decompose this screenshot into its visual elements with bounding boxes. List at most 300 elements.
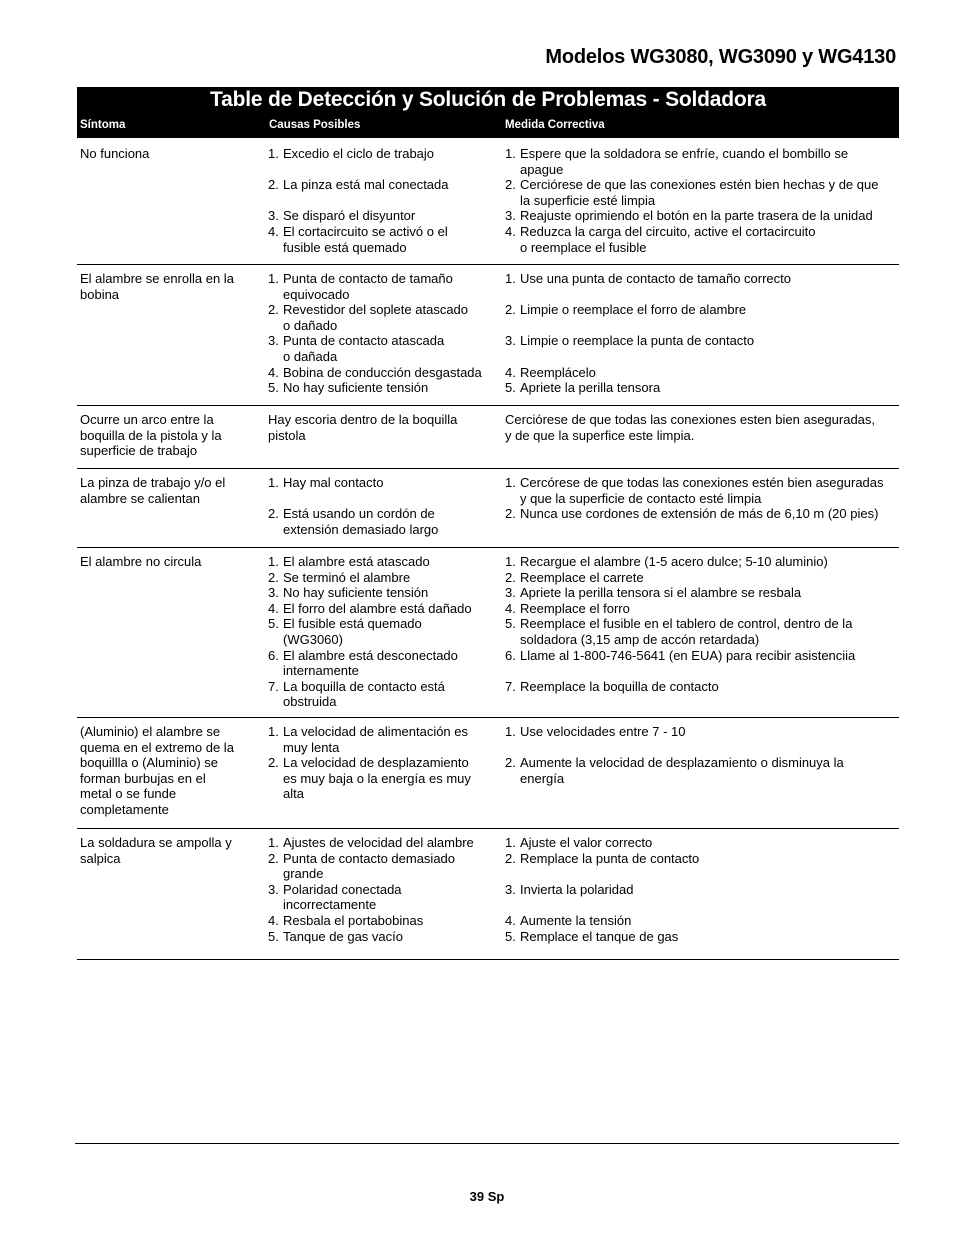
action-cell <box>505 475 899 522</box>
cause-line: pistola <box>268 427 306 443</box>
action-cell <box>505 146 899 255</box>
cause-item <box>268 679 498 710</box>
cause-item <box>268 882 498 913</box>
cause-line: fusible está quemado <box>283 239 407 255</box>
symptom-line: alambre se calientan <box>80 490 200 506</box>
cause-number: 4. <box>268 223 279 239</box>
cause-item <box>268 177 498 193</box>
action-number: 5. <box>505 616 516 632</box>
cause-item <box>268 193 498 209</box>
cause-text <box>283 724 498 755</box>
symptom-line: boquillla o (Aluminio) se <box>80 755 219 771</box>
cause-line: Ajustes de velocidad del alambre <box>283 835 474 850</box>
page-number: 39 Sp <box>469 1189 505 1204</box>
symptom-cell <box>80 835 258 866</box>
action-text <box>505 349 899 365</box>
cause-item <box>268 506 498 537</box>
action-text <box>505 318 899 334</box>
action-item <box>505 412 899 443</box>
cause-number: 2. <box>268 850 279 866</box>
action-item <box>505 913 899 929</box>
cause-line: Punta de contacto demasiado <box>283 850 456 866</box>
symptom-line: quema en el extremo de la <box>80 739 234 755</box>
cause-number: 2. <box>268 177 279 193</box>
action-text <box>520 851 899 867</box>
action-text <box>520 208 899 224</box>
action-item <box>505 287 899 303</box>
action-line: Espere que la soldadora se enfríe, cuando el bombillo se <box>520 146 849 161</box>
symptom-line: salpica <box>80 850 121 866</box>
cause-line: El forro del alambre está dañado <box>283 600 472 616</box>
cause-item <box>268 724 498 755</box>
action-item <box>505 851 899 867</box>
action-text <box>520 365 899 381</box>
action-line: Aumente la tensión <box>520 912 632 928</box>
cause-text <box>283 208 498 224</box>
cause-line: extensión demasiado largo <box>283 521 439 537</box>
action-line: Ajuste el valor correcto <box>520 835 653 850</box>
action-item <box>505 866 899 882</box>
action-item <box>505 755 899 786</box>
action-cell <box>505 835 899 944</box>
column-header-symptom: Síntoma <box>80 119 126 131</box>
action-line: Reduzca la carga del circuito, active el cortacircuito <box>520 223 816 239</box>
action-line: Limpie o reemplace el forro de alambre <box>520 302 747 318</box>
cause-text <box>283 475 498 491</box>
action-number: 5. <box>505 380 516 396</box>
action-line <box>505 663 899 679</box>
cause-line: Revestidor del soplete atascado <box>283 302 469 318</box>
action-line: Apriete la perilla tensora si el alambre se resbala <box>520 585 802 601</box>
action-number: 3. <box>505 208 516 224</box>
action-text <box>520 835 899 851</box>
action-item <box>505 570 899 586</box>
cause-text <box>283 365 498 381</box>
table-body <box>77 138 899 960</box>
symptom-line: (Aluminio) el alambre se <box>80 724 221 739</box>
cause-line: muy lenta <box>283 739 340 755</box>
action-line: Use velocidades entre 7 - 10 <box>520 724 686 739</box>
cause-cell <box>268 554 498 710</box>
symptom-line: El alambre no circula <box>80 554 202 569</box>
action-number: 2. <box>505 755 516 771</box>
symptom-cell <box>80 554 258 570</box>
action-number: 4. <box>505 364 516 380</box>
action-item <box>505 333 899 349</box>
action-text <box>520 882 899 898</box>
cause-number: 4. <box>268 912 279 928</box>
cause-text <box>283 755 498 802</box>
cause-line <box>268 193 498 209</box>
symptom-line: La soldadura se ampolla y <box>80 835 232 850</box>
cause-item <box>268 616 498 647</box>
action-item <box>505 679 899 695</box>
cause-text <box>283 929 498 945</box>
cause-line: El fusible está quemado <box>283 616 422 632</box>
cause-text <box>283 570 498 586</box>
cause-cell <box>268 475 498 537</box>
action-cell <box>505 412 899 443</box>
cause-line: Punta de contacto de tamaño <box>283 271 453 286</box>
cause-text <box>283 271 498 302</box>
action-number: 3. <box>505 881 516 897</box>
action-line: Reemplace el forro <box>520 600 630 616</box>
cause-number: 1. <box>268 835 279 850</box>
cause-number: 2. <box>268 569 279 585</box>
action-item <box>505 724 899 740</box>
cause-text <box>283 224 498 255</box>
action-item <box>505 601 899 617</box>
cause-number: 7. <box>268 678 279 694</box>
cause-item <box>268 491 498 507</box>
cause-text <box>283 616 498 647</box>
cause-item <box>268 333 498 364</box>
cause-text <box>283 506 498 537</box>
cause-line: Bobina de conducción desgastada <box>283 364 482 380</box>
table-header <box>77 87 899 138</box>
action-text <box>520 271 899 287</box>
action-line <box>505 897 899 913</box>
action-text <box>505 866 899 882</box>
action-line: energía <box>520 770 565 786</box>
action-number: 7. <box>505 678 516 694</box>
cause-line: alta <box>283 786 304 802</box>
action-cell <box>505 554 899 694</box>
action-item <box>505 648 899 664</box>
action-line: Llame al 1-800-746-5641 (en EUA) para recibir asistenciia <box>520 647 856 663</box>
action-number: 5. <box>505 928 516 944</box>
action-line: Aumente la velocidad de desplazamiento o disminuya la <box>520 755 844 771</box>
cause-number: 5. <box>268 928 279 944</box>
cause-line: es muy baja o la energía es muy <box>283 770 471 786</box>
action-text <box>520 585 899 601</box>
action-item <box>505 475 899 506</box>
cause-line: El alambre está atascado <box>283 554 430 569</box>
table-row <box>77 718 899 829</box>
action-number: 2. <box>505 506 516 522</box>
action-item <box>505 506 899 522</box>
cause-line: El cortacircuito se activó o el <box>283 223 448 239</box>
column-header-causes: Causas Posibles <box>269 119 361 131</box>
action-item <box>505 365 899 381</box>
action-number: 2. <box>505 569 516 585</box>
action-line <box>505 318 899 334</box>
models-title: Modelos WG3080, WG3090 y WG4130 <box>545 46 896 68</box>
action-item <box>505 318 899 334</box>
cause-text <box>283 882 498 913</box>
cause-number: 1. <box>268 554 279 569</box>
symptom-cell <box>80 271 258 302</box>
cause-line: internamente <box>283 663 359 679</box>
cause-line: Se terminó el alambre <box>283 569 411 585</box>
action-line <box>505 287 899 303</box>
cause-line: equivocado <box>283 286 350 302</box>
action-line: Cerciórese de que las conexiones estén bien hechas y de que <box>520 177 879 193</box>
action-text <box>520 570 899 586</box>
cause-item <box>268 365 498 381</box>
cause-text <box>283 302 498 333</box>
cause-line: Está usando un cordón de <box>283 506 435 522</box>
cause-number: 1. <box>268 271 279 286</box>
action-line: Cercórese de que todas las conexiones estén bien aseguradas <box>520 475 884 490</box>
table-row <box>77 138 899 265</box>
action-line: y que la superficie de contacto esté limpia <box>520 490 762 506</box>
cause-item <box>268 913 498 929</box>
cause-line: incorrectamente <box>283 897 377 913</box>
action-line: y de que la superfice este limpia. <box>505 427 695 443</box>
troubleshooting-table <box>77 87 899 960</box>
action-number: 1. <box>505 835 516 850</box>
cause-number: 4. <box>268 364 279 380</box>
cause-item <box>268 835 498 851</box>
action-line: Apriete la perilla tensora <box>520 380 661 396</box>
action-number: 4. <box>505 223 516 239</box>
cause-text <box>283 851 498 882</box>
action-line: o reemplace el fusible <box>520 239 647 255</box>
action-text <box>520 679 899 695</box>
action-number: 4. <box>505 912 516 928</box>
cause-line: No hay suficiente tensión <box>283 585 429 601</box>
symptom-cell <box>80 724 258 818</box>
symptom-cell <box>80 146 258 162</box>
action-text <box>520 913 899 929</box>
action-line: Remplace el tanque de gas <box>520 928 679 944</box>
cause-number: 2. <box>268 302 279 318</box>
cause-number: 1. <box>268 475 279 490</box>
cause-cell <box>268 724 498 802</box>
action-line: Recargue el alambre (1-5 acero dulce; 5-10 aluminio) <box>520 554 828 569</box>
cause-number: 3. <box>268 208 279 224</box>
action-number: 2. <box>505 177 516 193</box>
cause-line: Se disparó el disyuntor <box>283 208 416 224</box>
action-item <box>505 835 899 851</box>
action-text <box>520 601 899 617</box>
action-line: apague <box>520 161 564 177</box>
action-item <box>505 380 899 396</box>
cause-text <box>283 380 498 396</box>
action-line: Cerciórese de que todas las conexiones esten bien aseguradas, <box>505 412 876 427</box>
cause-line: (WG3060) <box>283 631 343 647</box>
cause-number: 3. <box>268 881 279 897</box>
cause-number: 4. <box>268 600 279 616</box>
action-item <box>505 302 899 318</box>
action-number: 1. <box>505 271 516 286</box>
cause-text <box>283 554 498 570</box>
cause-item <box>268 380 498 396</box>
symptom-line: superficie de trabajo <box>80 443 198 459</box>
cause-item <box>268 851 498 882</box>
symptom-line: Ocurre un arco entre la <box>80 412 214 427</box>
action-text <box>520 146 899 177</box>
cause-item <box>268 162 498 178</box>
symptom-line: forman burbujas en el <box>80 770 206 786</box>
action-text <box>520 224 899 255</box>
action-text <box>505 287 899 303</box>
action-line <box>505 866 899 882</box>
cause-line: o dañado <box>283 317 338 333</box>
cause-number: 5. <box>268 616 279 632</box>
action-item <box>505 929 899 945</box>
cause-line: grande <box>283 866 324 882</box>
symptom-line: metal o se funde <box>80 786 177 802</box>
cause-line: Punta de contacto atascada <box>283 333 445 349</box>
action-number: 2. <box>505 302 516 318</box>
cause-line: La velocidad de desplazamiento <box>283 755 469 771</box>
action-number: 3. <box>505 585 516 601</box>
cause-number: 2. <box>268 755 279 771</box>
action-item <box>505 554 899 570</box>
action-number: 1. <box>505 724 516 739</box>
action-line <box>505 740 899 756</box>
cause-line: Resbala el portabobinas <box>283 912 424 928</box>
action-item <box>505 882 899 898</box>
action-item <box>505 740 899 756</box>
cause-cell <box>268 271 498 396</box>
cause-number: 1. <box>268 146 279 161</box>
cause-text <box>283 835 498 851</box>
action-line <box>505 349 899 365</box>
cause-text <box>283 177 498 193</box>
cause-text <box>283 585 498 601</box>
cause-cell <box>268 835 498 944</box>
cause-number: 5. <box>268 380 279 396</box>
cause-item <box>268 302 498 333</box>
action-item <box>505 224 899 255</box>
symptom-line: El alambre se enrolla en la <box>80 271 234 286</box>
action-cell <box>505 271 899 396</box>
cause-line: La velocidad de alimentación es <box>283 724 469 739</box>
action-line: Remplace la punta de contacto <box>520 850 700 866</box>
action-text <box>505 740 899 756</box>
action-number: 1. <box>505 554 516 569</box>
cause-text <box>283 601 498 617</box>
action-text <box>520 755 899 786</box>
action-text <box>520 724 899 740</box>
cause-text <box>283 333 498 364</box>
cause-item <box>268 585 498 601</box>
cause-item <box>268 475 498 491</box>
cause-item <box>268 755 498 802</box>
cause-line: Polaridad conectada <box>283 881 402 897</box>
action-line: Reemplace la boquilla de contacto <box>520 678 719 694</box>
symptom-line: bobina <box>80 286 120 302</box>
action-item <box>505 897 899 913</box>
table-row <box>77 265 899 406</box>
action-text <box>520 648 899 664</box>
action-text <box>520 475 899 506</box>
cause-line: La pinza está mal conectada <box>283 177 449 193</box>
column-header-actions: Medida Correctiva <box>505 119 605 131</box>
action-line: Limpie o reemplace la punta de contacto <box>520 333 755 349</box>
cause-number: 6. <box>268 647 279 663</box>
action-number: 3. <box>505 333 516 349</box>
cause-line: No hay suficiente tensión <box>283 380 429 396</box>
table-row <box>77 548 899 718</box>
symptom-line: completamente <box>80 801 169 817</box>
action-line: la superficie esté limpia <box>520 192 656 208</box>
cause-cell <box>268 412 498 443</box>
table-row <box>77 469 899 548</box>
action-text <box>520 506 899 522</box>
action-line: Reemplace el fusible en el tablero de control, dentro de la <box>520 616 853 632</box>
cause-item <box>268 648 498 679</box>
cause-line: La boquilla de contacto está <box>283 678 445 694</box>
table-row <box>77 829 899 960</box>
cause-text <box>268 162 498 178</box>
cause-item <box>268 929 498 945</box>
cause-item <box>268 570 498 586</box>
action-line: soldadora (3,15 amp de accón retardada) <box>520 631 760 647</box>
table-row <box>77 406 899 469</box>
action-item <box>505 177 899 208</box>
cause-line: Excedio el ciclo de trabajo <box>283 146 435 161</box>
cause-line: Hay mal contacto <box>283 475 384 490</box>
action-text <box>520 302 899 318</box>
cause-text <box>283 913 498 929</box>
cause-text <box>283 648 498 679</box>
cause-cell <box>268 146 498 255</box>
cause-item <box>268 412 498 443</box>
action-item <box>505 616 899 647</box>
cause-text <box>283 679 498 710</box>
action-item <box>505 208 899 224</box>
cause-text <box>268 491 498 507</box>
action-line: Reemplace el carrete <box>520 569 644 585</box>
cause-item <box>268 208 498 224</box>
footer-rule <box>75 1143 899 1144</box>
action-number: 4. <box>505 600 516 616</box>
action-line: Invierta la polaridad <box>520 881 634 897</box>
action-item <box>505 349 899 365</box>
action-item <box>505 663 899 679</box>
cause-item <box>268 224 498 255</box>
cause-item <box>268 146 498 162</box>
action-text <box>505 897 899 913</box>
cause-line <box>268 491 498 507</box>
cause-item <box>268 601 498 617</box>
table-title: Table de Detección y Solución de Problemas - Soldadora <box>210 88 766 111</box>
symptom-cell <box>80 412 258 459</box>
cause-line <box>268 162 498 178</box>
action-line: Reajuste oprimiendo el botón en la parte trasera de la unidad <box>520 208 873 224</box>
cause-item <box>268 271 498 302</box>
action-line: Reemplácelo <box>520 364 596 380</box>
cause-line: Hay escoria dentro de la boquilla <box>268 412 458 427</box>
cause-line: Tanque de gas vacío <box>283 928 403 944</box>
action-text <box>520 616 899 647</box>
cause-number: 3. <box>268 333 279 349</box>
symptom-line: boquilla de la pistola y la <box>80 427 222 443</box>
cause-line: El alambre está desconectado <box>283 647 458 663</box>
symptom-line: La pinza de trabajo y/o el <box>80 475 226 490</box>
symptom-cell <box>80 475 258 506</box>
cause-number: 2. <box>268 506 279 522</box>
cause-text <box>268 412 498 443</box>
action-item <box>505 146 899 177</box>
action-line: Use una punta de contacto de tamaño correcto <box>520 271 792 286</box>
action-text <box>505 663 899 679</box>
cause-item <box>268 554 498 570</box>
cause-line: obstruida <box>283 694 337 710</box>
cause-number: 1. <box>268 724 279 739</box>
cause-line: o dañada <box>283 348 338 364</box>
symptom-line: No funciona <box>80 146 150 161</box>
action-item <box>505 271 899 287</box>
action-text <box>520 380 899 396</box>
action-number: 1. <box>505 475 516 490</box>
action-number: 6. <box>505 647 516 663</box>
action-text <box>520 554 899 570</box>
